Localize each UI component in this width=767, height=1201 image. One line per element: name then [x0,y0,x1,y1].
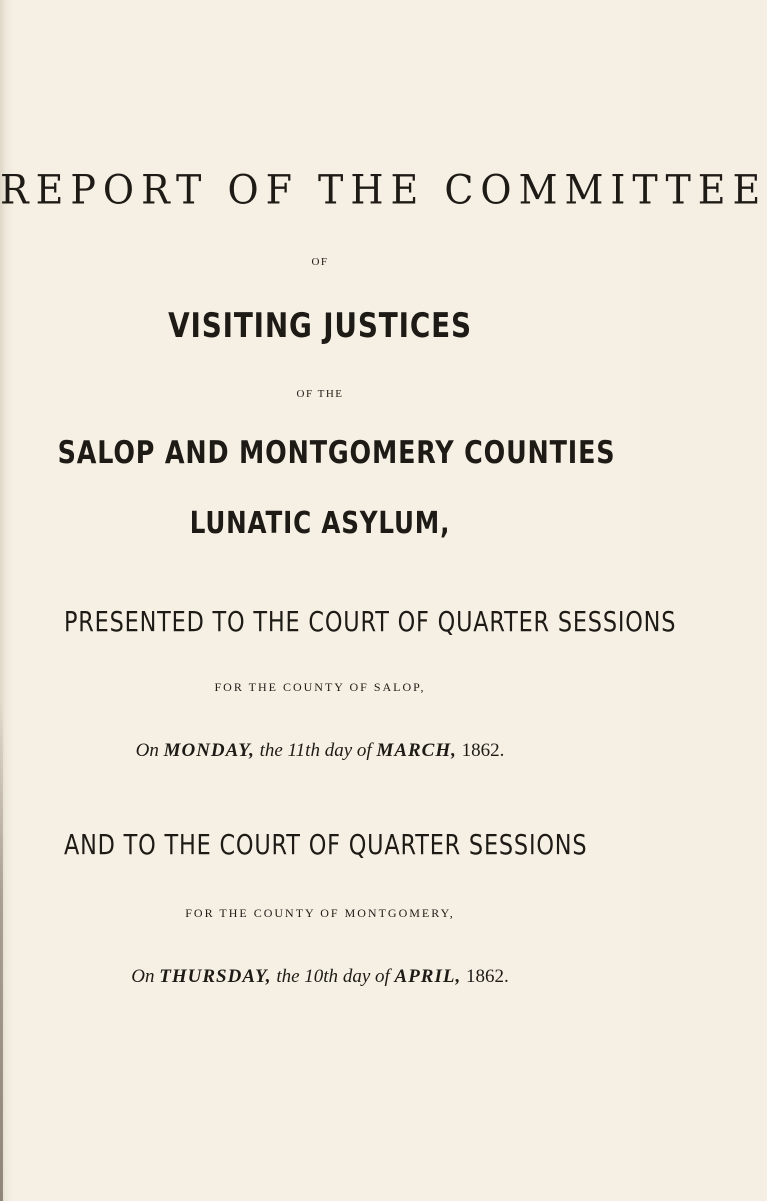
date-on: On [135,740,159,761]
date-line-salop [0,740,640,762]
date-month: APRIL, [394,966,462,987]
date-line-montgomery [0,966,640,988]
date-day-of: day of [324,740,372,761]
report-title: REPORT OF THE COMMITTEE [0,166,767,214]
page-edge-shadow [0,700,3,1201]
counties-heading: SALOP AND MONTGOMERY COUNTIES [57,435,616,471]
date-day-of: day of [342,966,390,987]
of-the-label: OF THE [296,388,344,400]
and-court-heading: AND TO THE COURT OF QUARTER SESSIONS [64,828,588,861]
of-label: OF [311,256,329,268]
date-year: 1862. [461,740,505,761]
date-on: On [131,966,155,987]
county-of-montgomery-line: FOR THE COUNTY OF MONTGOMERY, [185,906,455,920]
date-number: 11th [287,740,320,761]
date-the: the [276,966,300,987]
date-year: 1862. [465,966,509,987]
date-number: 10th [304,966,339,987]
presented-heading: PRESENTED TO THE COURT OF QUARTER SESSIONS [64,605,677,638]
date-weekday: THURSDAY, [159,966,272,987]
date-the: the [259,740,283,761]
date-weekday: MONDAY, [163,740,255,761]
visiting-justices-heading: VISITING JUSTICES [168,306,472,346]
county-of-salop-line: FOR THE COUNTY OF SALOP, [214,680,426,694]
date-month: MARCH, [376,740,457,761]
asylum-heading: LUNATIC ASYLUM, [189,506,451,541]
